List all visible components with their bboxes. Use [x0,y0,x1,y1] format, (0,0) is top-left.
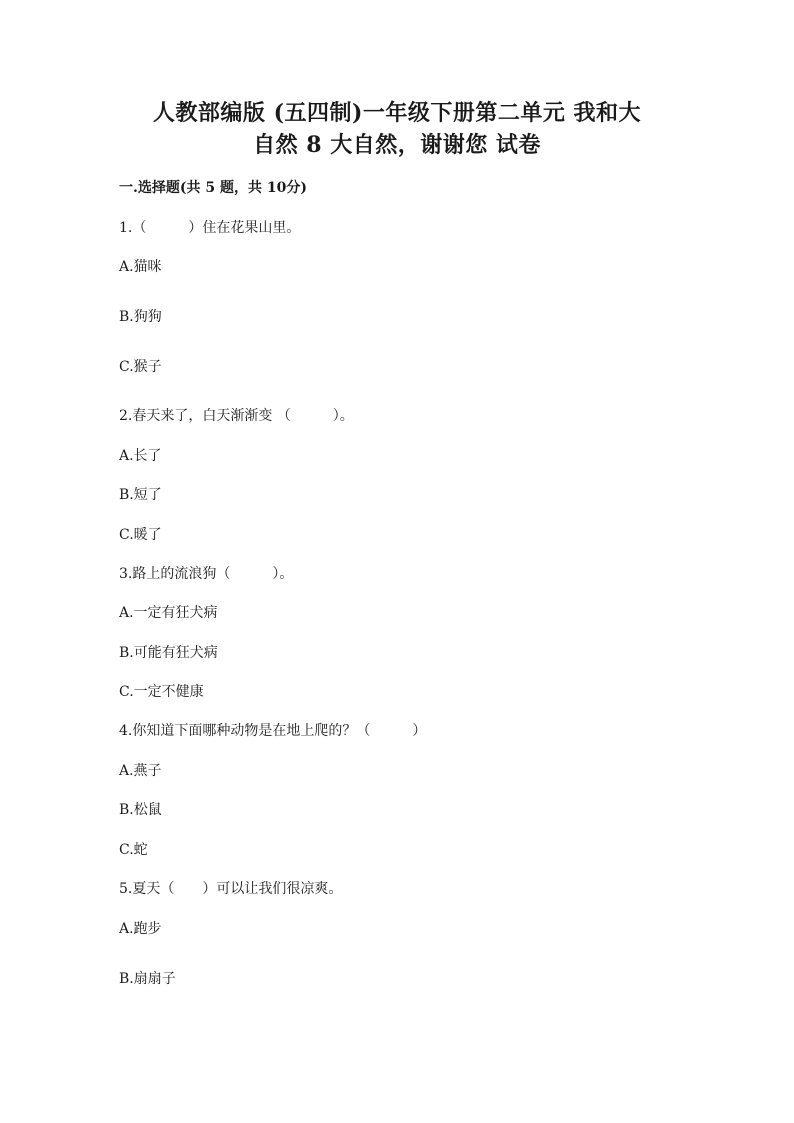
question-3-option-c: C.一定不健康 [119,684,204,700]
document-title-line-1: 人教部编版 (五四制)一年级下册第二单元 我和大 [152,100,642,126]
question-1-option-b: B.狗狗 [119,309,162,325]
question-3-text: 3.路上的流浪狗（ ）。 [119,566,294,582]
section-heading: 一.选择题(共 5 题，共 10分) [119,180,307,196]
question-3-option-a: A.一定有狂犬病 [119,605,218,621]
question-5-option-a: A.跑步 [119,921,162,937]
question-2-text: 2.春天来了，白天渐渐变 （ ）。 [119,408,354,424]
question-2-option-b: B.短了 [119,487,162,503]
question-5-text: 5.夏天（ ）可以让我们很凉爽。 [119,881,343,897]
question-5-option-b: B.扇扇子 [119,971,176,987]
question-3-option-b: B.可能有狂犬病 [119,645,218,661]
question-4-option-c: C.蛇 [119,842,148,858]
document-title-line-2: 自然 8 大自然，谢谢您 试卷 [253,132,541,158]
question-1-text: 1.（ ）住在花果山里。 [119,220,301,236]
question-1-option-c: C.猴子 [119,359,162,375]
question-4-option-a: A.燕子 [119,763,162,779]
question-2-option-a: A.长了 [119,448,162,464]
question-4-option-b: B.松鼠 [119,802,162,818]
question-2-option-c: C.暖了 [119,527,162,543]
question-1-option-a: A.猫咪 [119,259,162,275]
question-4-text: 4.你知道下面哪种动物是在地上爬的？（ ） [119,723,427,739]
